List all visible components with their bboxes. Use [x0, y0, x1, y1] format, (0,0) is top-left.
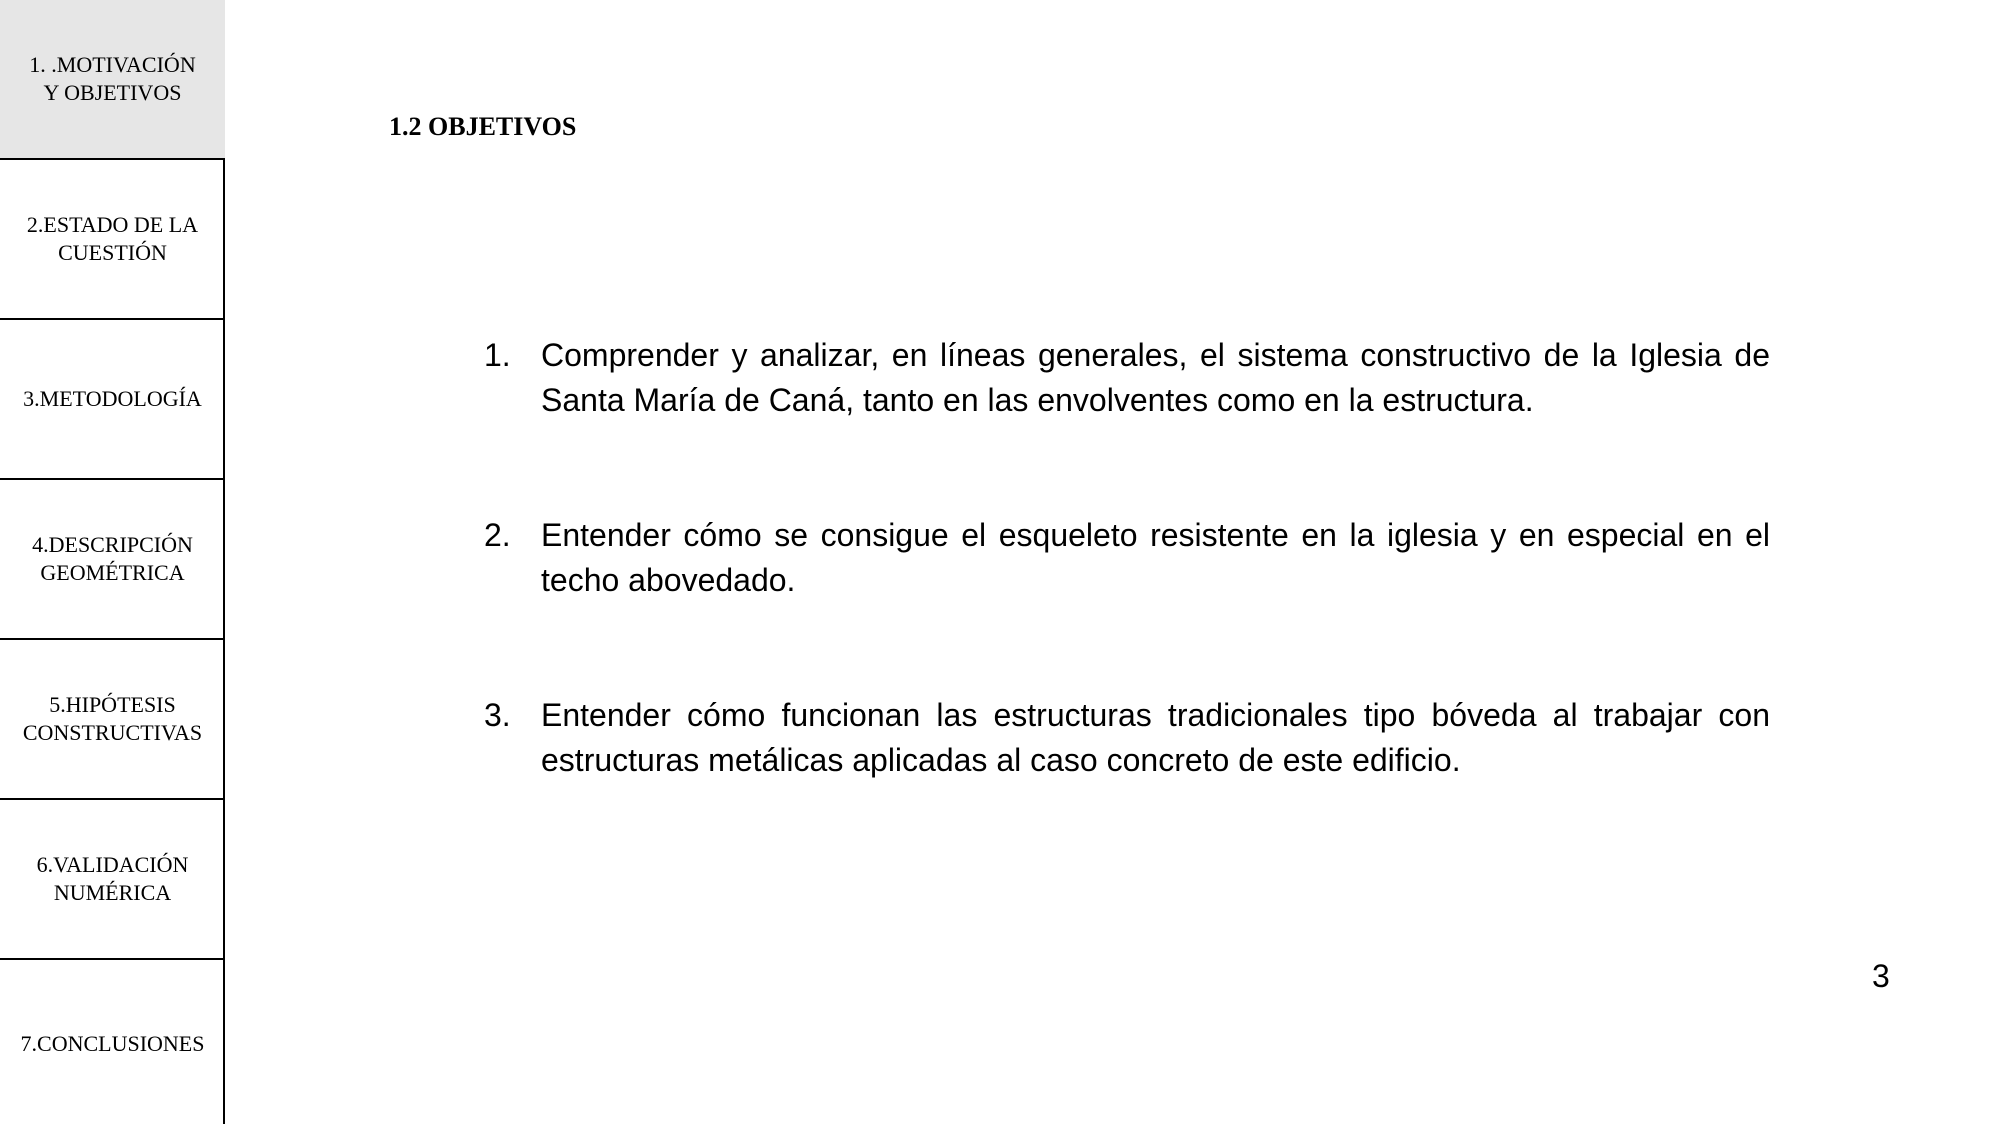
sidebar-item-metodologia[interactable]: 3.METODOLOGÍA: [0, 320, 225, 480]
objective-number: 2.: [484, 517, 511, 553]
objective-text: Entender cómo funcionan las estructuras tradicionales tipo bóveda al trabajar con estructuras metálicas aplicadas al caso concreto de este edificio.: [541, 697, 1770, 778]
sidebar-item-descripcion-geometrica[interactable]: 4.DESCRIPCIÓN GEOMÉTRICA: [0, 480, 225, 640]
sidebar-item-hipotesis-constructivas[interactable]: 5.HIPÓTESIS CONSTRUCTIVAS: [0, 640, 225, 800]
section-sidebar: [0, 0, 225, 1124]
section-title: 1.2 OBJETIVOS: [389, 112, 577, 141]
sidebar-item-estado-cuestion[interactable]: 2.ESTADO DE LA CUESTIÓN: [0, 160, 225, 320]
objective-text: Entender cómo se consigue el esqueleto resistente en la iglesia y en especial en el techo abovedado.: [541, 517, 1770, 598]
sidebar-item-conclusiones[interactable]: 7.CONCLUSIONES: [20, 1031, 205, 1056]
sidebar-item-motivacion-objetivos[interactable]: 1. .MOTIVACIÓN Y OBJETIVOS: [0, 0, 225, 160]
objective-text: Comprender y analizar, en líneas generales, el sistema constructivo de la Iglesia de Santa María de Caná, tanto en las envolventes como en la estructura.: [541, 337, 1770, 418]
sidebar-item-validacion-numerica[interactable]: 6.VALIDACIÓN NUMÉRICA: [0, 800, 225, 960]
page-number: 3: [1872, 958, 1890, 994]
objective-number: 1.: [484, 337, 511, 373]
objectives-list: [480, 333, 1770, 783]
objective-item: [480, 513, 1770, 603]
objective-number: 3.: [484, 697, 511, 733]
objective-item: [480, 333, 1770, 423]
objective-item: [480, 693, 1770, 783]
